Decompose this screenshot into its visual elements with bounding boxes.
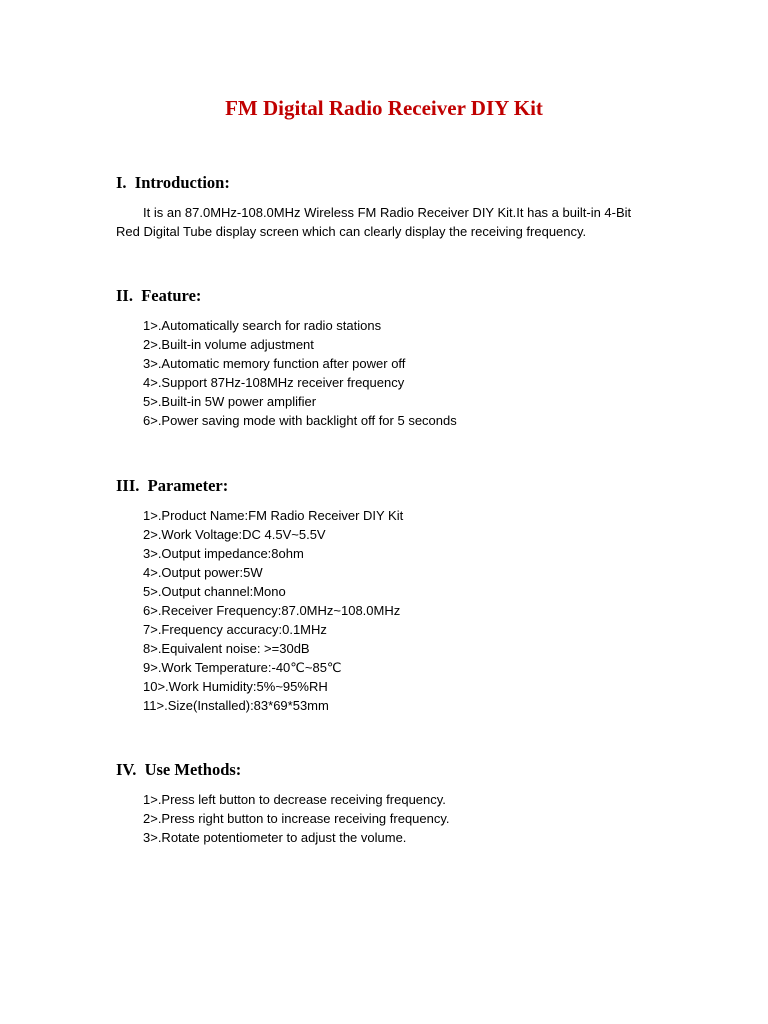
- parameter-item: 4>.Output power:5W: [143, 565, 263, 580]
- section-parameter: [116, 475, 656, 715]
- feature-item: 4>.Support 87Hz-108MHz receiver frequency: [143, 375, 405, 390]
- section-introduction: [116, 172, 656, 241]
- feature-list: [116, 316, 656, 430]
- parameter-item: 1>.Product Name:FM Radio Receiver DIY Kit: [143, 508, 404, 523]
- parameter-item: 10>.Work Humidity:5%~95%RH: [143, 679, 328, 694]
- document-title: FM Digital Radio Receiver DIY Kit: [225, 96, 543, 120]
- section-heading-feature: II. Feature:: [116, 286, 202, 305]
- feature-item: 5>.Built-in 5W power amplifier: [143, 394, 317, 409]
- parameter-item: 11>.Size(Installed):83*69*53mm: [143, 698, 329, 713]
- use-method-item: 1>.Press left button to decrease receiving frequency.: [143, 792, 446, 807]
- parameter-item: 6>.Receiver Frequency:87.0MHz~108.0MHz: [143, 603, 401, 618]
- feature-item: 6>.Power saving mode with backlight off for 5 seconds: [143, 413, 457, 428]
- section-heading-introduction: I. Introduction:: [116, 173, 230, 192]
- parameter-item: 5>.Output channel:Mono: [143, 584, 286, 599]
- parameter-item: 7>.Frequency accuracy:0.1MHz: [143, 622, 327, 637]
- section-feature: [116, 285, 656, 430]
- feature-item: 2>.Built-in volume adjustment: [143, 337, 314, 352]
- section-heading-parameter: III. Parameter:: [116, 476, 229, 495]
- introduction-paragraph: It is an 87.0MHz-108.0MHz Wireless FM Radio Receiver DIY Kit.It has a built-in 4-Bit Red Digital Tube display screen which can clearly display the receiving frequency.: [116, 205, 632, 239]
- feature-item: 1>.Automatically search for radio stations: [143, 318, 382, 333]
- section-heading-use-methods: IV. Use Methods:: [116, 760, 242, 779]
- parameter-item: 8>.Equivalent noise: >=30dB: [143, 641, 310, 656]
- parameter-list: [116, 506, 656, 715]
- parameter-item: 2>.Work Voltage:DC 4.5V~5.5V: [143, 527, 326, 542]
- parameter-item: 3>.Output impedance:8ohm: [143, 546, 304, 561]
- section-use-methods: [116, 759, 656, 847]
- use-method-item: 2>.Press right button to increase receiving frequency.: [143, 811, 450, 826]
- parameter-item: 9>.Work Temperature:-40℃~85℃: [143, 660, 342, 675]
- feature-item: 3>.Automatic memory function after power off: [143, 356, 406, 371]
- use-method-item: 3>.Rotate potentiometer to adjust the volume.: [143, 830, 407, 845]
- use-methods-list: [116, 790, 656, 847]
